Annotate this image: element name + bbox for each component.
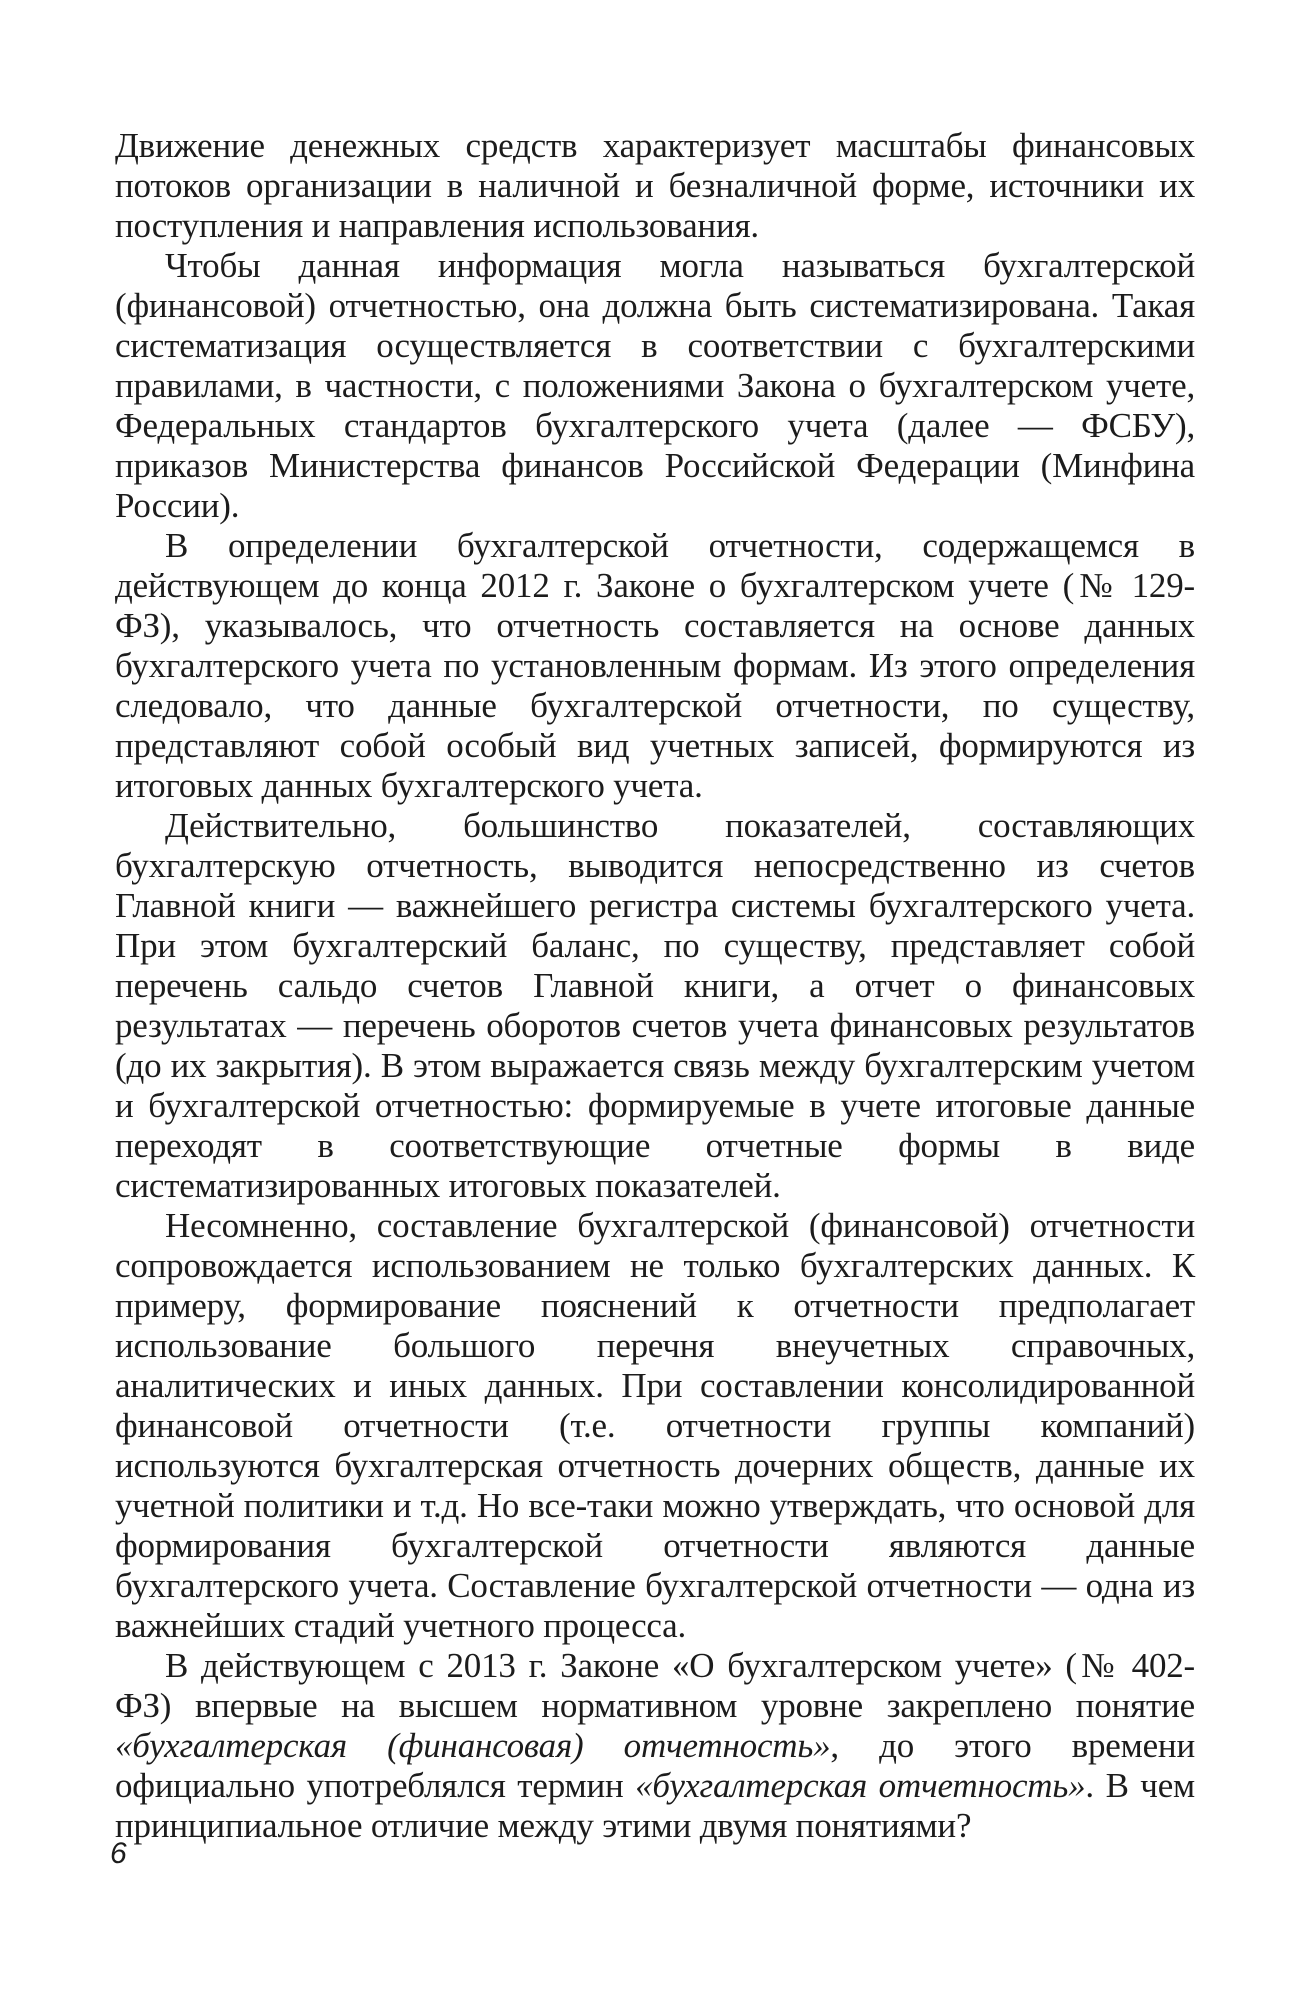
paragraph-non-accounting-data: Несомненно, составление бухгалтерской (финансовой) отчетности сопровождается использованием не только бухгалтерских данных. К примеру, формирование пояснений к отчетности предполагает использование большого перечня внеучетных справочных, аналитических и иных данных. При составлении консолидированной финансовой отчетности (т.е. отчетности группы компаний) используются бухгалтерская отчетность дочерних обществ, данные их учетной политики и т.д. Но все-таки можно утверждать, что основой для формирования бухгалтерской отчетности являются данные бухгалтерского учета. Составление бухгалтерской отчетности — одна из важнейших стадий учетного процесса. [115, 1206, 1195, 1645]
page-text [115, 126, 1195, 1846]
paragraph-definition-129fz: В определении бухгалтерской отчетности, содержащемся в действующем до конца 2012 г. Законе о бухгалтерском учете (№ 129-ФЗ), указывалось, что отчетность составляется на основе данных бухгалтерского учета по установленным формам. Из этого определения следовало, что данные бухгалтерской отчетности, по существу, представляют собой особый вид учетных записей, формируются из итоговых данных бухгалтерского учета. [115, 526, 1195, 805]
term-accounting-statements: «бухгалтерская отчетность» [635, 1766, 1086, 1805]
paragraph-402fz-part1: В действующем с 2013 г. Законе «О бухгалтерском учете» (№ 402-ФЗ) впервые на высшем нормативном уровне закреплено понятие [115, 1646, 1195, 1725]
paragraph-402fz [115, 1646, 1195, 1846]
paragraph-systematization: Чтобы данная информация могла называться бухгалтерской (финансовой) отчетностью, она должна быть систематизирована. Такая систематизация осуществляется в соответствии с бухгалтерскими правилами, в частности, с положениями Закона о бухгалтерском учете, Федеральных стандартов бухгалтерского учета (далее — ФСБУ), приказов Министерства финансов Российской Федерации (Минфина России). [115, 246, 1195, 525]
term-financial-statements: «бухгалтерская (финансовая) отчетность» [115, 1726, 831, 1765]
paragraph-cash-flow: Движение денежных средств характеризует масштабы финансовых потоков организации в наличной и безналичной форме, источники их поступления и направления использования. [115, 126, 1195, 245]
paragraph-402fz-part3: . В чем принципиальное отличие между этими двумя понятиями? [115, 1766, 1195, 1845]
paragraph-402fz-part2: , до этого времени официально употреблялся термин [115, 1726, 1195, 1805]
paragraph-general-ledger: Действительно, большинство показателей, составляющих бухгалтерскую отчетность, выводится непосредственно из счетов Главной книги — важнейшего регистра системы бухгалтерского учета. При этом бухгалтерский баланс, по существу, представляет собой перечень сальдо счетов Главной книги, а отчет о финансовых результатах — перечень оборотов счетов учета финансовых результатов (до их закрытия). В этом выражается связь между бухгалтерским учетом и бухгалтерской отчетностью: формируемые в учете итоговые данные переходят в соответствующие отчетные формы в виде систематизированных итоговых показателей. [115, 806, 1195, 1205]
page-number: 6 [110, 1837, 127, 1870]
